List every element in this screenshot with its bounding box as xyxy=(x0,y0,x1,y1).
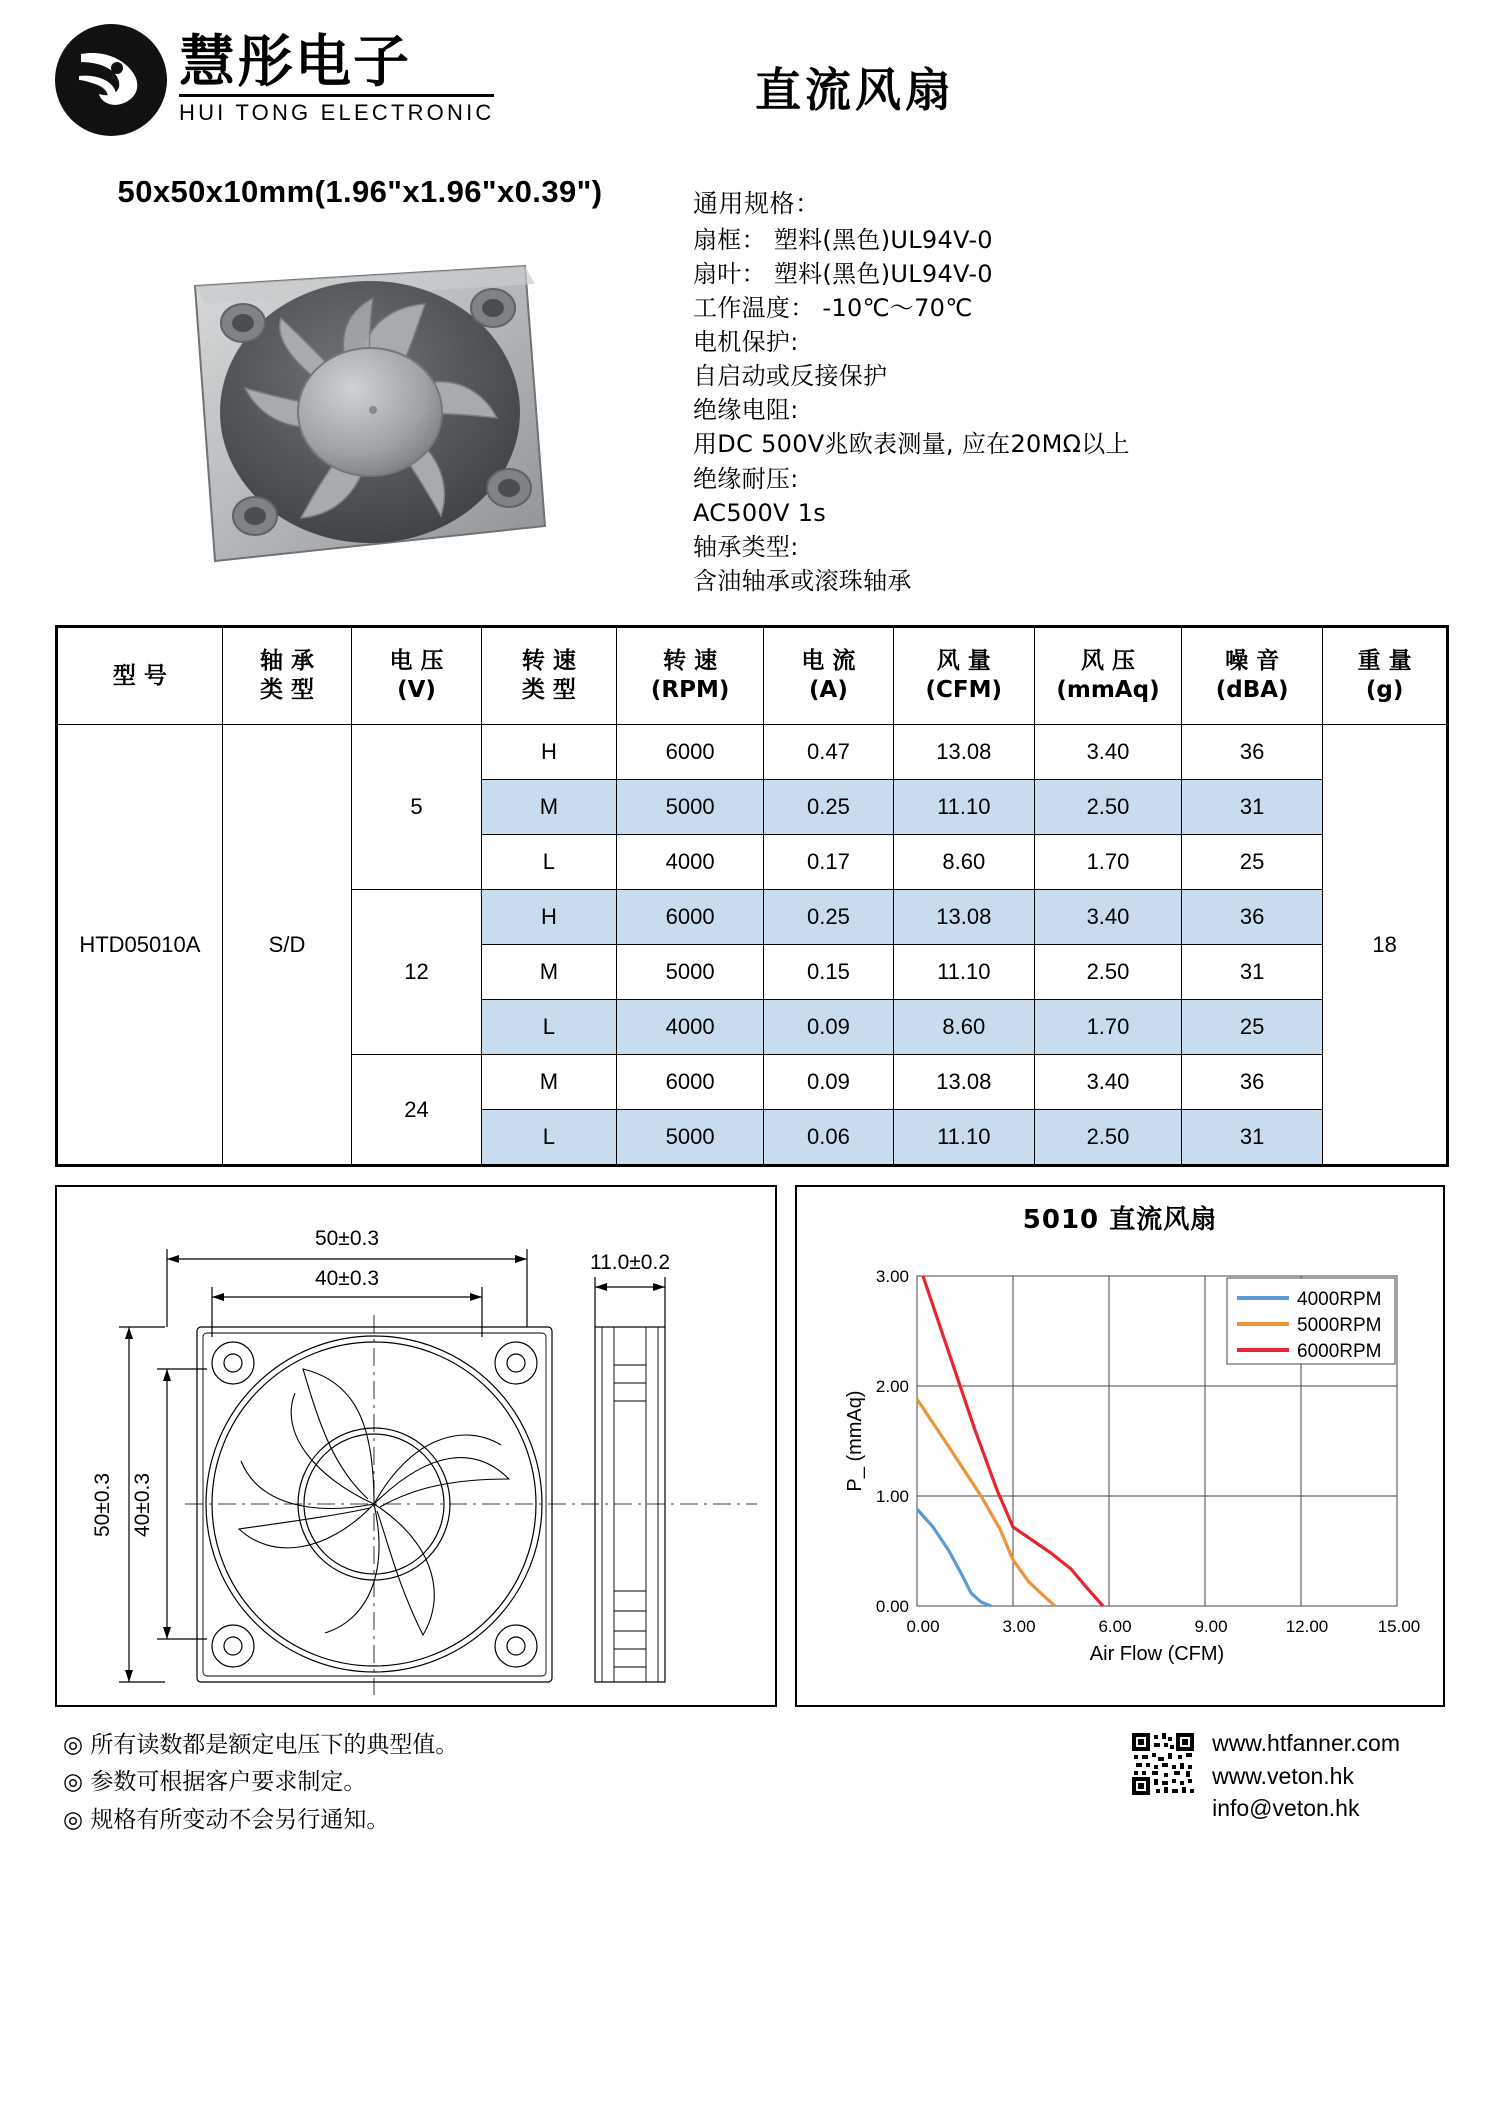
cell-cfm: 8.60 xyxy=(893,835,1034,890)
cell-speed-type: L xyxy=(481,835,616,890)
cell-dba: 31 xyxy=(1182,945,1323,1000)
cell-speed-type: M xyxy=(481,780,616,835)
spec-line: 扇叶： 塑料(黑色)UL94V-0 xyxy=(693,260,993,289)
th-voltage xyxy=(352,628,481,725)
cell-cfm: 13.08 xyxy=(893,890,1034,945)
cell-dba: 36 xyxy=(1182,890,1323,945)
th-model-label: 型 号 xyxy=(112,662,167,689)
logo-name-en: HUI TONG ELECTRONIC xyxy=(179,94,494,126)
cell-speed-type: L xyxy=(481,1000,616,1055)
spec-line: 电机保护: xyxy=(693,328,799,357)
spec-line: 绝缘电阻: xyxy=(693,396,799,425)
x-tick-label: 9.00 xyxy=(1194,1617,1228,1636)
cell-mmaq: 3.40 xyxy=(1034,1055,1181,1110)
th-speed-type xyxy=(481,628,616,725)
y-axis-label: P_ (mmAq) xyxy=(844,1390,866,1492)
spec-table-wrapper xyxy=(55,625,1449,1167)
cell-mmaq: 2.50 xyxy=(1034,1110,1181,1165)
cell-current: 0.47 xyxy=(764,725,893,780)
cell-cfm: 11.10 xyxy=(893,780,1034,835)
document-title: 直流风扇 xyxy=(755,63,955,117)
table-row xyxy=(58,725,1447,780)
chart-title-number: 5010 xyxy=(1022,1205,1100,1235)
cell-current: 0.25 xyxy=(764,780,893,835)
cell-dba: 36 xyxy=(1182,1055,1323,1110)
cell-voltage: 24 xyxy=(352,1055,481,1165)
cell-current: 0.09 xyxy=(764,1000,893,1055)
cell-weight: 18 xyxy=(1323,725,1447,1165)
qr-code-icon xyxy=(1130,1731,1196,1797)
x-tick-label: 6.00 xyxy=(1098,1617,1132,1636)
cell-voltage: 12 xyxy=(352,890,481,1055)
cell-current: 0.17 xyxy=(764,835,893,890)
cell-dba: 31 xyxy=(1182,780,1323,835)
legend-label-1: 5000RPM xyxy=(1297,1315,1382,1336)
website-primary[interactable]: www.htfanner.com xyxy=(1212,1730,1400,1756)
th-speed-type-label: 转 速 类 型 xyxy=(521,648,576,703)
chart-title-cn: 直流风扇 xyxy=(1109,1205,1218,1235)
logo-mark-icon xyxy=(55,24,167,136)
th-voltage-label: 电 压 (V) xyxy=(389,648,444,703)
dim-width-outer-label: 50±0.3 xyxy=(314,1227,380,1250)
spec-line: 轴承类型: xyxy=(693,532,799,561)
cell-dba: 25 xyxy=(1182,1000,1323,1055)
y-tick-label: 2.00 xyxy=(875,1377,909,1396)
technical-drawing-panel xyxy=(55,1185,777,1707)
note-item: ◎ 参数可根据客户要求制定。 xyxy=(63,1769,367,1796)
th-model xyxy=(58,628,223,725)
x-axis-label: Air Flow (CFM) xyxy=(1089,1643,1225,1665)
contact-lines xyxy=(1212,1727,1400,1825)
legend-label-0: 4000RPM xyxy=(1297,1289,1382,1310)
th-current-label: 电 流 (A) xyxy=(801,648,856,703)
spec-line: 自启动或反接保护 xyxy=(693,362,888,391)
cell-bearing: S/D xyxy=(222,725,351,1165)
cell-current: 0.09 xyxy=(764,1055,893,1110)
cell-cfm: 11.10 xyxy=(893,1110,1034,1165)
cell-speed-type: L xyxy=(481,1110,616,1165)
dim-thickness-label: 11.0±0.2 xyxy=(589,1251,671,1274)
cell-rpm: 5000 xyxy=(617,1110,764,1165)
cell-rpm: 6000 xyxy=(617,725,764,780)
cell-rpm: 5000 xyxy=(617,780,764,835)
spec-line: 工作温度： -10℃～70℃ xyxy=(693,294,973,323)
cell-model: HTD05010A xyxy=(58,725,223,1165)
cell-mmaq: 2.50 xyxy=(1034,780,1181,835)
cell-voltage: 5 xyxy=(352,725,481,890)
th-pressure-label: 风 压 (mmAq) xyxy=(1056,648,1160,703)
logo-wordmark xyxy=(179,29,495,127)
page-header xyxy=(55,18,1445,168)
cell-cfm: 8.60 xyxy=(893,1000,1034,1055)
legend-label-2: 6000RPM xyxy=(1297,1341,1382,1362)
chart-legend xyxy=(1227,1278,1395,1364)
th-weight xyxy=(1323,628,1447,725)
cell-current: 0.06 xyxy=(764,1110,893,1165)
th-rpm-label: 转 速 (RPM) xyxy=(650,648,730,703)
x-tick-label: 3.00 xyxy=(1002,1617,1036,1636)
chart-title xyxy=(797,1199,1443,1236)
website-secondary[interactable]: www.veton.hk xyxy=(1212,1762,1354,1789)
dim-height-inner-label: 40±0.3 xyxy=(131,1472,154,1538)
spec-table xyxy=(57,627,1447,1165)
cell-rpm: 4000 xyxy=(617,1000,764,1055)
x-tick-label: 12.00 xyxy=(1285,1617,1329,1636)
th-current xyxy=(764,628,893,725)
general-spec-heading: 通用规格： xyxy=(693,189,821,218)
spec-line: 含油轴承或滚珠轴承 xyxy=(693,566,912,595)
th-rpm xyxy=(617,628,764,725)
cell-dba: 31 xyxy=(1182,1110,1323,1165)
technical-drawing xyxy=(57,1187,775,1705)
cell-speed-type: H xyxy=(481,890,616,945)
th-airflow-label: 风 量 (CFM) xyxy=(925,648,1003,703)
footer-notes xyxy=(55,1727,1130,1839)
table-header-row xyxy=(58,628,1447,725)
cell-cfm: 11.10 xyxy=(893,945,1034,1000)
cell-current: 0.15 xyxy=(764,945,893,1000)
cell-speed-type: M xyxy=(481,1055,616,1110)
y-tick-label: 1.00 xyxy=(875,1487,909,1506)
th-bearing-label: 轴 承 类 型 xyxy=(260,648,315,703)
dim-width-inner-label: 40±0.3 xyxy=(314,1267,380,1290)
cell-mmaq: 3.40 xyxy=(1034,725,1181,780)
series-5000rpm-line xyxy=(917,1399,1055,1606)
cell-mmaq: 1.70 xyxy=(1034,835,1181,890)
th-weight-label: 重 量 (g) xyxy=(1357,648,1412,703)
cell-mmaq: 2.50 xyxy=(1034,945,1181,1000)
bottom-panels xyxy=(55,1185,1445,1707)
note-item: ◎ 规格有所变动不会另行通知。 xyxy=(63,1806,390,1833)
cell-speed-type: H xyxy=(481,725,616,780)
email-address[interactable]: info@veton.hk xyxy=(1212,1795,1360,1822)
general-spec-column xyxy=(665,170,1445,611)
pq-curve-chart xyxy=(797,1236,1443,1696)
th-pressure xyxy=(1034,628,1181,725)
logo-name-cn: 慧彤电子 xyxy=(179,29,411,95)
y-tick-label: 3.00 xyxy=(875,1267,909,1286)
cell-rpm: 4000 xyxy=(617,835,764,890)
cell-mmaq: 1.70 xyxy=(1034,1000,1181,1055)
fan-photo xyxy=(125,226,595,606)
cell-dba: 36 xyxy=(1182,725,1323,780)
top-section xyxy=(55,170,1445,611)
th-airflow xyxy=(893,628,1034,725)
dim-height-outer-label: 50±0.3 xyxy=(91,1472,114,1538)
th-bearing xyxy=(222,628,351,725)
spec-line: 绝缘耐压: xyxy=(693,464,799,493)
performance-chart-panel xyxy=(795,1185,1445,1707)
contact-block xyxy=(1130,1727,1445,1825)
page-footer xyxy=(55,1727,1445,1839)
th-noise xyxy=(1182,628,1323,725)
th-noise-label: 噪 音 (dBA) xyxy=(1215,648,1289,703)
x-tick-label: 0.00 xyxy=(906,1617,940,1636)
cell-current: 0.25 xyxy=(764,890,893,945)
x-tick-label: 15.00 xyxy=(1377,1617,1421,1636)
cell-mmaq: 3.40 xyxy=(1034,890,1181,945)
product-dimension-title: 50x50x10mm(1.96"x1.96"x0.39") xyxy=(117,174,603,209)
cell-rpm: 5000 xyxy=(617,945,764,1000)
cell-dba: 25 xyxy=(1182,835,1323,890)
spec-line: 扇框： 塑料(黑色)UL94V-0 xyxy=(693,226,993,254)
series-4000rpm-line xyxy=(917,1509,991,1606)
cell-rpm: 6000 xyxy=(617,890,764,945)
cell-rpm: 6000 xyxy=(617,1055,764,1110)
spec-line: AC500V 1s xyxy=(693,498,827,527)
y-tick-label: 0.00 xyxy=(875,1597,909,1616)
product-image-column xyxy=(55,170,665,611)
cell-cfm: 13.08 xyxy=(893,725,1034,780)
company-logo xyxy=(55,18,675,136)
cell-cfm: 13.08 xyxy=(893,1055,1034,1110)
cell-speed-type: M xyxy=(481,945,616,1000)
note-item: ◎ 所有读数都是额定电压下的典型值。 xyxy=(63,1732,459,1758)
spec-line: 用DC 500V兆欧表测量, 应在20MΩ以上 xyxy=(693,430,1130,459)
